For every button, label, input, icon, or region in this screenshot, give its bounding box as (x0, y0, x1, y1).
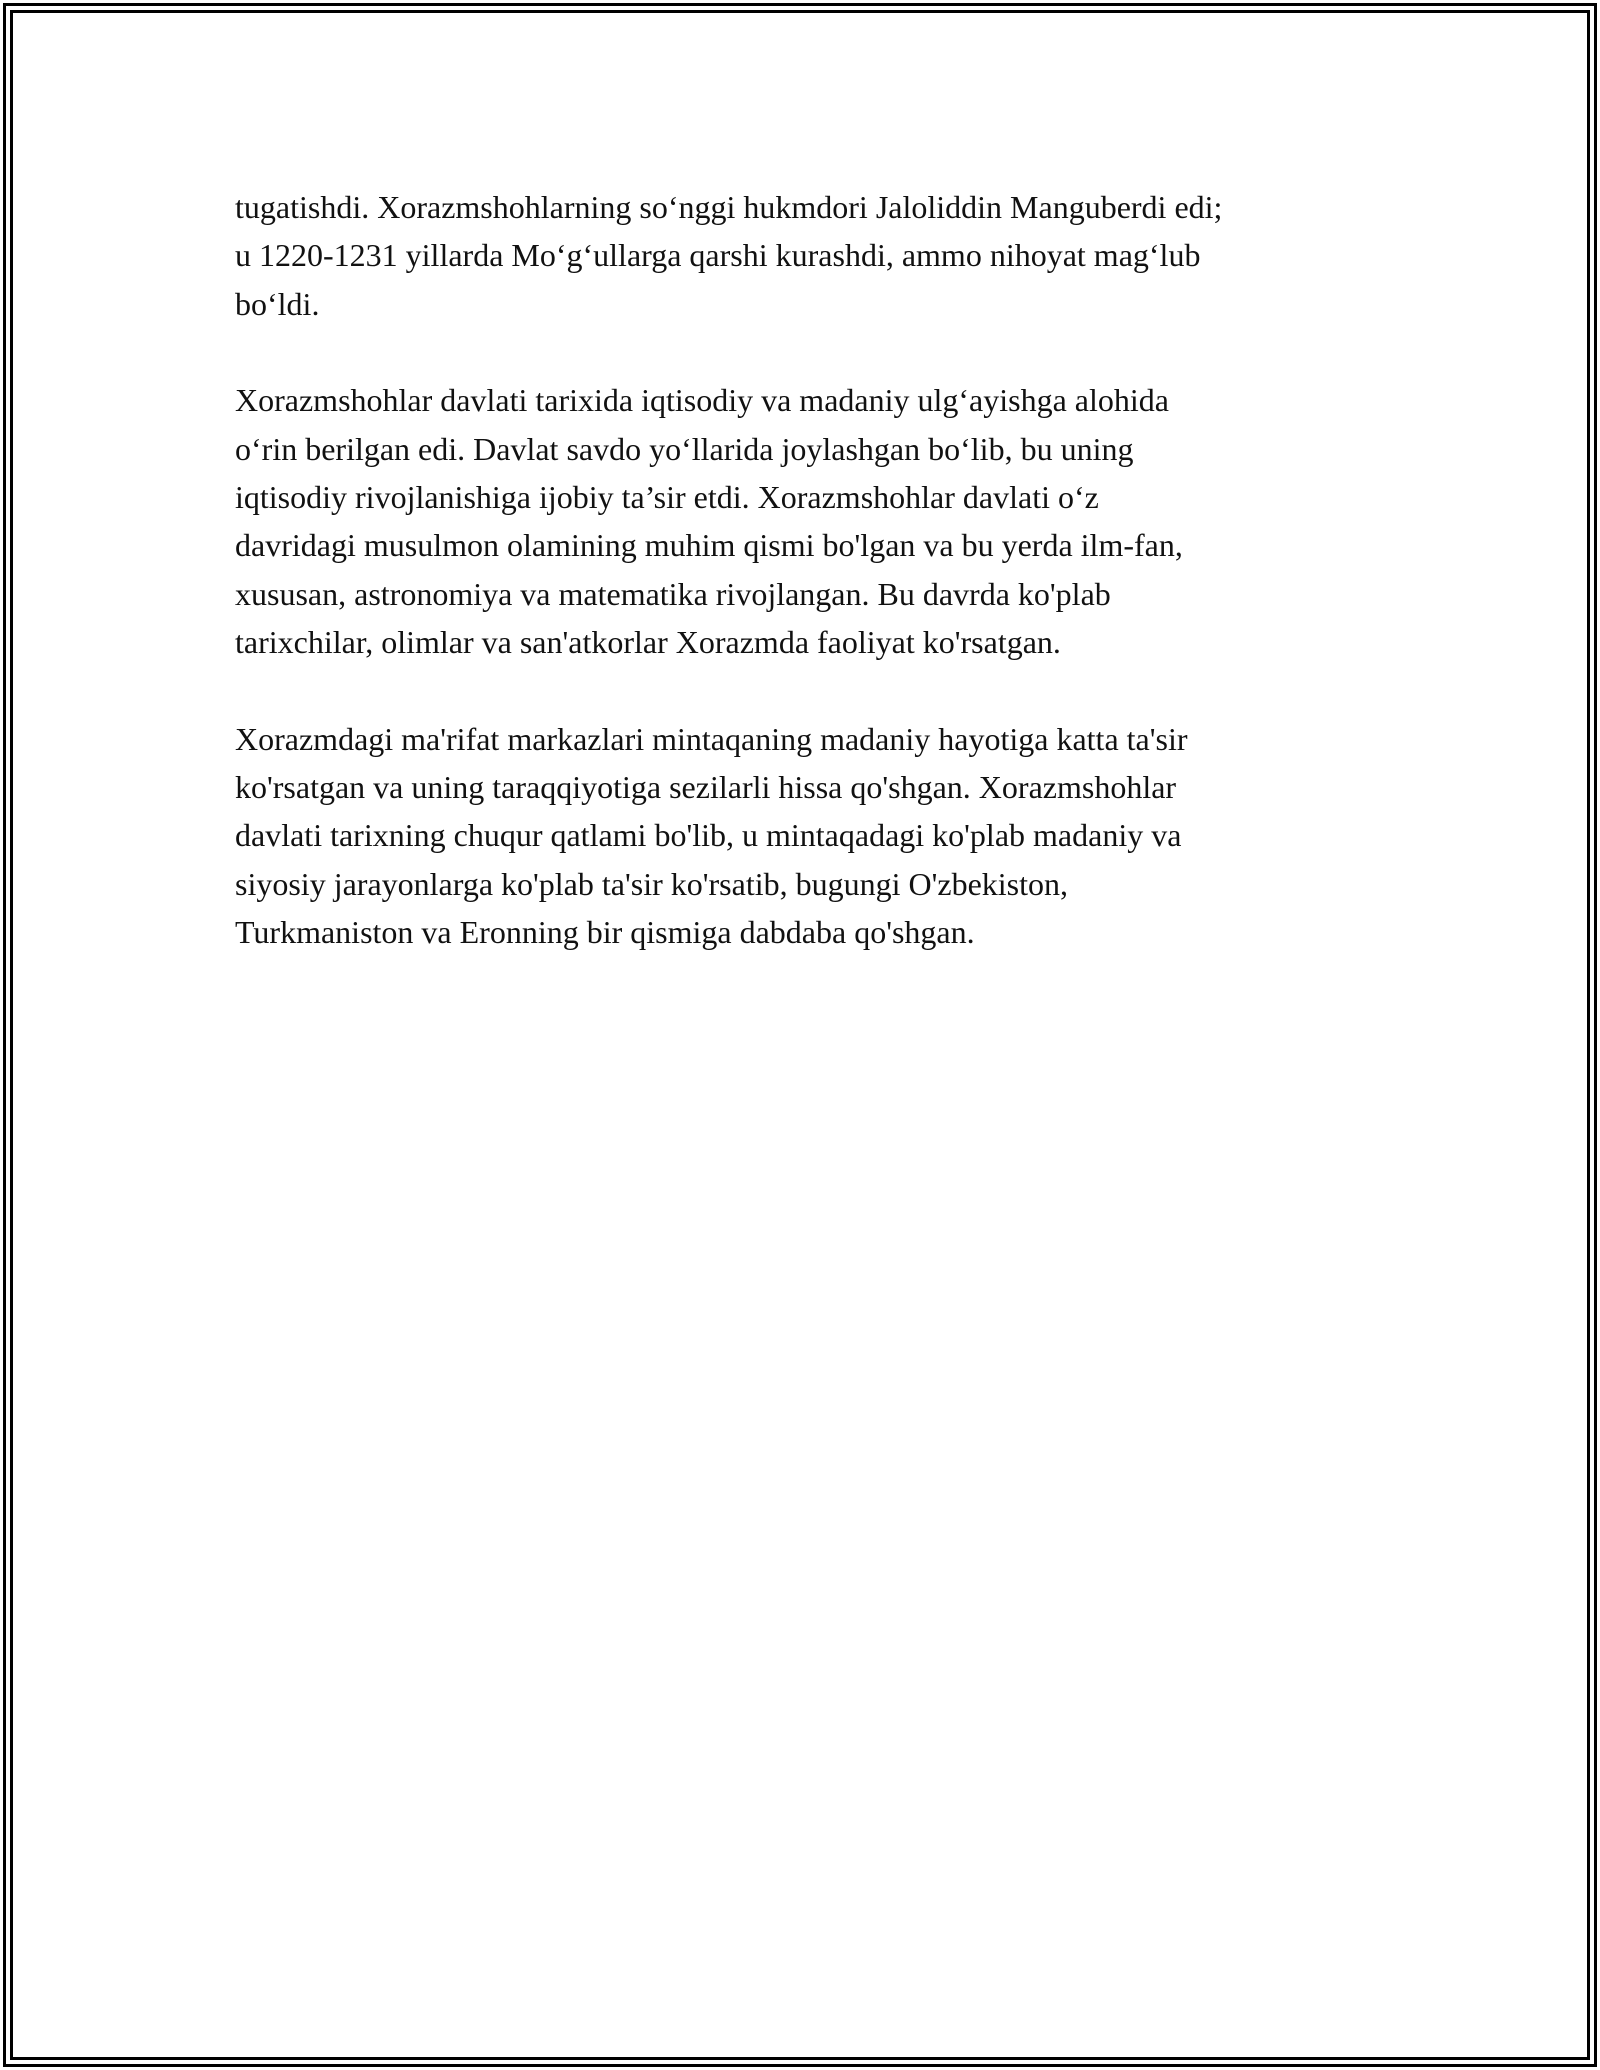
text-line: o‘rin berilgan edi. Davlat savdo yo‘llarida joylashgan bo‘lib, bu uning (235, 430, 1134, 467)
text-line: davlati tarixning chuqur qatlami bo'lib, u mintaqadagi ko'plab madaniy va (235, 817, 1182, 854)
text-line: davridagi musulmon olamining muhim qismi bo'lgan va bu yerda ilm-fan, (235, 527, 1183, 564)
text-line: ko'rsatgan va uning taraqqiyotiga sezilarli hissa qo'shgan. Xorazmshohlar (235, 769, 1177, 806)
text-line: xususan, astronomiya va matematika rivojlangan. Bu davrda ko'plab (235, 575, 1111, 612)
text-line: bo‘ldi. (235, 285, 320, 322)
text-line: Xorazmshohlar davlati tarixida iqtisodiy va madaniy ulg‘ayishga alohida (235, 382, 1169, 419)
text-line: tarixchilar, olimlar va san'atkorlar Xorazmda faoliyat ko'rsatgan. (235, 624, 1061, 661)
document-body (235, 183, 1365, 1005)
paragraph-1 (235, 183, 1365, 328)
text-line: iqtisodiy rivojlanishiga ijobiy ta’sir etdi. Xorazmshohlar davlati o‘z (235, 479, 1099, 516)
paragraph-2 (235, 376, 1365, 666)
text-line: Turkmaniston va Eronning bir qismiga dabdaba qo'shgan. (235, 914, 975, 951)
text-line: tugatishdi. Xorazmshohlarning so‘nggi hukmdori Jaloliddin Manguberdi edi; (235, 189, 1223, 225)
paragraph-3 (235, 715, 1365, 957)
text-line: u 1220-1231 yillarda Mo‘g‘ullarga qarshi kurashdi, ammo nihoyat mag‘lub (235, 237, 1201, 274)
text-line: siyosiy jarayonlarga ko'plab ta'sir ko'rsatib, bugungi O'zbekiston, (235, 865, 1068, 902)
text-line: Xorazmdagi ma'rifat markazlari mintaqaning madaniy hayotiga katta ta'sir (235, 720, 1188, 757)
